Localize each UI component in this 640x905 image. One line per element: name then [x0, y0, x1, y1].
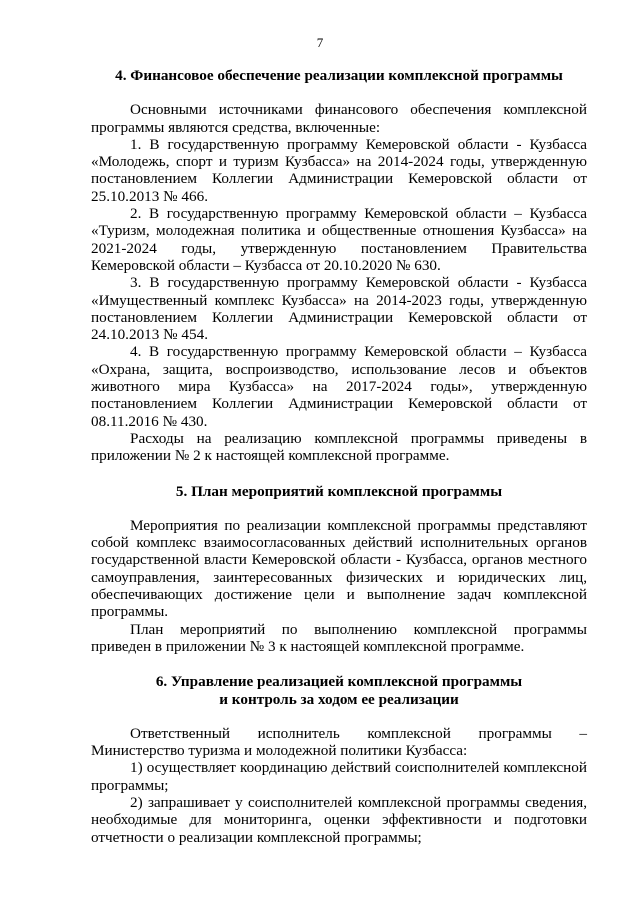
section-6-paragraph: Ответственный исполнитель комплексной программы – Министерство туризма и молодежной политики Кузбасса: [91, 724, 587, 760]
section-4-heading: 4. Финансовое обеспечение реализации комплексной программы [115, 67, 563, 84]
section-6-heading-line1: 6. Управление реализацией комплексной программы [155, 673, 523, 691]
section-4-paragraph: 3. В государственную программу Кемеровской области - Кузбасса «Имущественный комплекс Кузбасса» на 2014-2023 годы, утвержденную постановлением Коллегии Администрации Кемеровской области от 24.10.2013 № 454. [91, 274, 587, 344]
section-5-heading: 5. План мероприятий комплексной программы [175, 482, 503, 500]
section-4-paragraph: 2. В государственную программу Кемеровской области – Кузбасса «Туризм, молодежная политика и общественные отношения Кузбасса» на 2021-2024 годы, утвержденную постановлением Правительства Кемеровской области – Кузбасса от 20.10.2020 № 630. [91, 205, 587, 274]
section-4-paragraph: 4. В государственную программу Кемеровской области – Кузбасса «Охрана, защита, воспроизводство, использование лесов и объектов животного мира Кузбасса» на 2017-2024 годы», утвержденную постановлением Коллегии Администрации Кемеровской области от 08.11.2016 № 430. [91, 343, 587, 430]
section-6-paragraph: 1) осуществляет координацию действий соисполнителей комплексной программы; [91, 759, 587, 794]
section-4-paragraph: Расходы на реализацию комплексной программы приведены в приложении № 2 к настоящей комплексной программе. [91, 429, 587, 465]
section-4-paragraph: Основными источниками финансового обеспечения комплексной программы являются средства, включенные: [91, 101, 587, 136]
section-6-paragraph: 2) запрашивает у соисполнителей комплексной программы сведения, необходимые для мониторинга, оценки эффективности и подготовки отчетности о реализации комплексной программы; [91, 793, 587, 846]
section-5-paragraph: План мероприятий по выполнению комплексной программы приведен в приложении № 3 к настоящей комплексной программе. [91, 620, 587, 655]
section-5-paragraph: Мероприятия по реализации комплексной программы представляют собой комплекс взаимосогласованных действий исполнительных органов государственной власти Кемеровской области - Кузбасса, органов местного самоуправления, заинтересованных физических и юридических лиц, обеспечивающих достижение цели и выполнение задач комплексной программы. [91, 516, 587, 621]
section-4-paragraph: 1. В государственную программу Кемеровской области - Кузбасса «Молодежь, спорт и туризм Кузбасса» на 2014-2024 годы, утвержденную постановлением Коллегии Администрации Кемеровской области от 25.10.2013 № 466. [91, 135, 587, 205]
page-number: 7 [316, 35, 324, 50]
document-body [91, 67, 587, 846]
section-6-heading [91, 673, 587, 708]
section-6-heading-line2: и контроль за ходом ее реализации [219, 690, 459, 708]
